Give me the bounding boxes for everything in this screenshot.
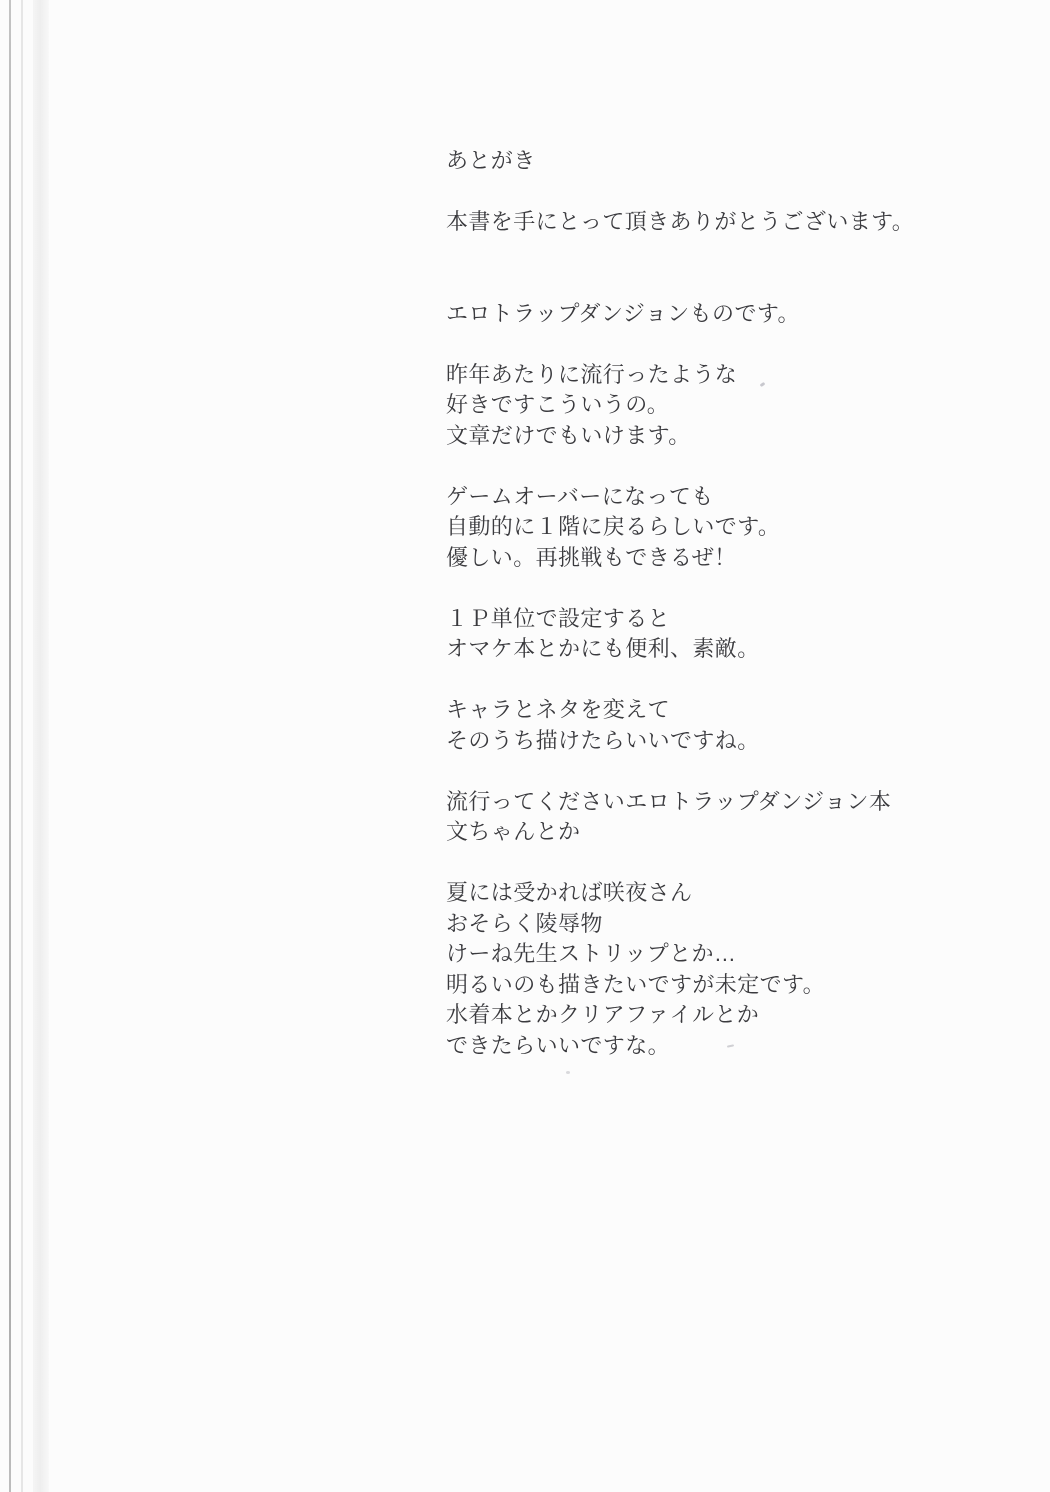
text-line: 本書を手にとって頂きありがとうございます。 xyxy=(446,209,915,234)
scan-edge-line-light xyxy=(21,0,23,1492)
text-line xyxy=(446,573,1006,604)
scan-speck xyxy=(566,1071,570,1074)
text-line: 昨年あたりに流行ったような xyxy=(446,361,738,387)
scan-edge-band xyxy=(33,0,49,1492)
scan-edge-line-dark xyxy=(9,0,11,1492)
text-line xyxy=(446,848,1006,879)
text-line: オマケ本とかにも便利、素敵。 xyxy=(446,636,760,661)
text-line xyxy=(446,177,1006,208)
text-line: 夏には受かれば咲夜さん xyxy=(446,880,693,905)
text-line xyxy=(446,756,1006,787)
text-line xyxy=(446,268,1006,299)
text-line: 文ちゃんとか xyxy=(446,819,581,844)
text-line: できたらいいですな。 xyxy=(446,1032,671,1058)
text-line: あとがき xyxy=(446,148,536,173)
text-line xyxy=(446,329,1006,360)
text-line: 文章だけでもいけます。 xyxy=(446,422,691,448)
text-line: けーね先生ストリップとか… xyxy=(446,941,737,966)
text-line xyxy=(446,451,1006,482)
text-line: おそらく陵辱物 xyxy=(446,910,603,936)
text-line: 優しい。再挑戦もできるぜ！ xyxy=(446,544,737,570)
text-line: ゲームオーバーになっても xyxy=(446,483,714,509)
text-line: 水着本とかクリアファイルとか xyxy=(446,1002,760,1027)
text-line: １Ｐ単位で設定すると xyxy=(446,605,671,631)
text-line: 明るいのも描きたいですが未定です。 xyxy=(446,971,826,997)
text-line xyxy=(446,238,1006,269)
text-line xyxy=(446,665,1006,696)
text-line: エロトラップダンジョンものです。 xyxy=(446,300,800,326)
afterword-text-block xyxy=(446,146,1006,1061)
text-line: 好きですこういうの。 xyxy=(446,392,670,417)
text-line: そのうち描けたらいいですね。 xyxy=(446,727,760,753)
text-line: 自動的に１階に戻るらしいです。 xyxy=(446,514,781,539)
text-line: キャラとネタを変えて xyxy=(446,697,671,722)
text-line: 流行ってくださいエロトラップダンジョン本 xyxy=(446,788,892,814)
